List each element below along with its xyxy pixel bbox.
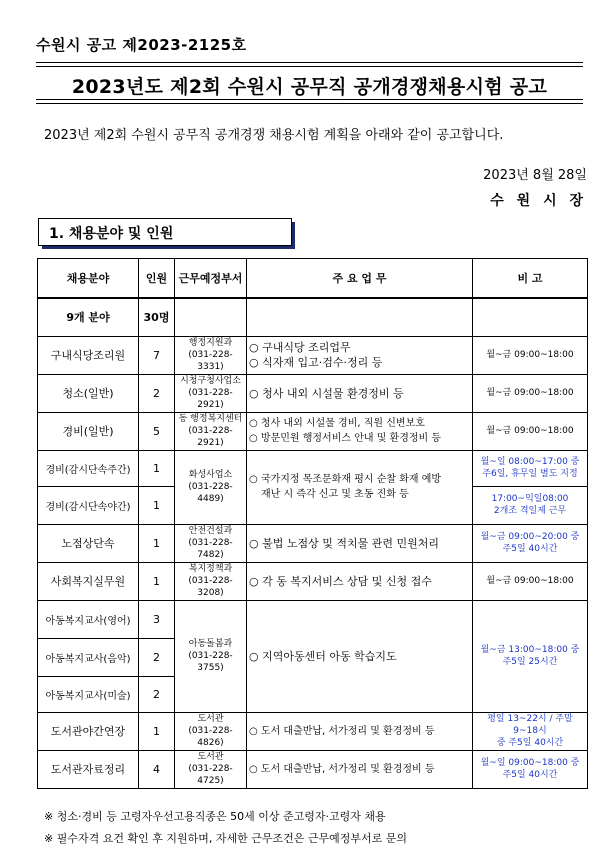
row-dept: 행정지원과 (031-228-3331) — [175, 336, 247, 374]
table-row — [38, 750, 588, 788]
row-duties: ○ 도서 대출반납, 서가정리 및 환경정비 등 — [247, 750, 473, 788]
row-count: 5 — [139, 412, 175, 450]
row-field: 노점상단속 — [38, 524, 139, 562]
section-heading — [38, 218, 292, 246]
row-duties: ○ 도서 대출반납, 서가정리 및 환경정비 등 — [247, 712, 473, 750]
row-dept: 도서관 (031-228-4725) — [175, 750, 247, 788]
row-duties: ○ 지역아동센터 아동 학습지도 — [247, 600, 473, 712]
page-title: 2023년도 제2회 수원시 공무직 공개경쟁채용시험 공고 — [71, 76, 548, 98]
recruitment-table — [37, 258, 588, 789]
row-count: 1 — [139, 450, 175, 486]
row-count: 1 — [139, 486, 175, 524]
issuer: 수 원 시 장 — [490, 193, 587, 209]
row-count: 1 — [139, 562, 175, 600]
header-duties: 주 요 업 무 — [247, 259, 473, 299]
header-field: 채용분야 — [38, 259, 139, 299]
title-box — [36, 62, 583, 104]
row-dept: 안전건설과 (031-228-7482) — [175, 524, 247, 562]
row-field: 아동복지교사(미술) — [38, 676, 139, 712]
row-count: 1 — [139, 524, 175, 562]
row-note: 17:00~익일08:00 2개조 격일제 근무 — [473, 486, 588, 524]
row-duties: ○ 청사 내외 시설물 환경정비 등 — [247, 374, 473, 412]
row-note: 월~금 09:00~20:00 중 주5일 40시간 — [473, 524, 588, 562]
row-count: 7 — [139, 336, 175, 374]
summary-count: 30명 — [139, 298, 175, 336]
row-note: 평일 13~22시 / 주말 9~18시 중 주5일 40시간 — [473, 712, 588, 750]
row-field: 도서관야간연장 — [38, 712, 139, 750]
row-field: 경비(일반) — [38, 412, 139, 450]
table-header-row — [38, 259, 588, 299]
notice-date: 2023년 8월 28일 — [483, 168, 587, 183]
footnote: ※ 필수자격 요건 확인 후 지원하며, 자세한 근무조건은 근무예정부서로 문의 — [44, 832, 407, 845]
row-dept: 아동돌봄과 (031-228-3755) — [175, 600, 247, 712]
table-row — [38, 600, 588, 638]
row-note: 월~일 08:00~17:00 중 주6일, 휴무일 별도 지정 — [473, 450, 588, 486]
summary-row — [38, 298, 588, 336]
summary-field: 9개 분야 — [38, 298, 139, 336]
row-dept: 도서관 (031-228-4826) — [175, 712, 247, 750]
row-duties: ○ 국가지정 목조문화재 평시 순찰 화재 예방 재난 시 즉각 신고 및 초동 진화 등 — [247, 450, 473, 524]
row-note: 월~금 09:00~18:00 — [473, 374, 588, 412]
notice-number: 수원시 공고 제2023-2125호 — [36, 36, 247, 54]
row-count: 4 — [139, 750, 175, 788]
row-note: 월~금 09:00~18:00 — [473, 336, 588, 374]
row-count: 2 — [139, 638, 175, 676]
row-dept: 시청구청사업소 (031-228-2921) — [175, 374, 247, 412]
table-row — [38, 562, 588, 600]
row-field: 도서관자료정리 — [38, 750, 139, 788]
row-field: 청소(일반) — [38, 374, 139, 412]
intro-text: 2023년 제2회 수원시 공무직 공개경쟁 채용시험 계획을 아래와 같이 공고합니다. — [44, 128, 504, 143]
row-field: 사회복지실무원 — [38, 562, 139, 600]
row-note: 월~금 09:00~18:00 — [473, 412, 588, 450]
row-field: 구내식당조리원 — [38, 336, 139, 374]
table-row — [38, 412, 588, 450]
header-count: 인원 — [139, 259, 175, 299]
header-dept: 근무예정부서 — [175, 259, 247, 299]
row-duties: ○ 구내식당 조리업무 ○ 식자재 입고·검수·정리 등 — [247, 336, 473, 374]
row-count: 1 — [139, 712, 175, 750]
table-row — [38, 374, 588, 412]
row-dept: 복지정책과 (031-228-3208) — [175, 562, 247, 600]
header-notes: 비 고 — [473, 259, 588, 299]
row-dept: 동 행정복지센터 (031-228-2921) — [175, 412, 247, 450]
footnote: ※ 청소·경비 등 고령자우선고용직종은 50세 이상 준고령자·고령자 채용 — [44, 810, 386, 823]
row-field: 아동복지교사(음악) — [38, 638, 139, 676]
row-count: 3 — [139, 600, 175, 638]
row-note: 월~일 09:00~18:00 중 주5일 40시간 — [473, 750, 588, 788]
row-field: 경비(감시단속주간) — [38, 450, 139, 486]
table-row — [38, 336, 588, 374]
table-row — [38, 712, 588, 750]
section-title: 1. 채용분야 및 인원 — [49, 226, 174, 242]
table-row — [38, 524, 588, 562]
row-field: 아동복지교사(영어) — [38, 600, 139, 638]
row-duties: ○ 불법 노점상 및 적치물 관련 민원처리 — [247, 524, 473, 562]
table-row — [38, 450, 588, 486]
row-duties: ○ 청사 내외 시설물 경비, 직원 신변보호 ○ 방문민원 행정서비스 안내 및 환경정비 등 — [247, 412, 473, 450]
row-count: 2 — [139, 374, 175, 412]
row-count: 2 — [139, 676, 175, 712]
row-field: 경비(감시단속야간) — [38, 486, 139, 524]
row-dept: 화성사업소 (031-228-4489) — [175, 450, 247, 524]
row-duties: ○ 각 동 복지서비스 상담 및 신청 접수 — [247, 562, 473, 600]
row-note: 월~금 09:00~18:00 — [473, 562, 588, 600]
row-note: 월~금 13:00~18:00 중 주5일 25시간 — [473, 600, 588, 712]
